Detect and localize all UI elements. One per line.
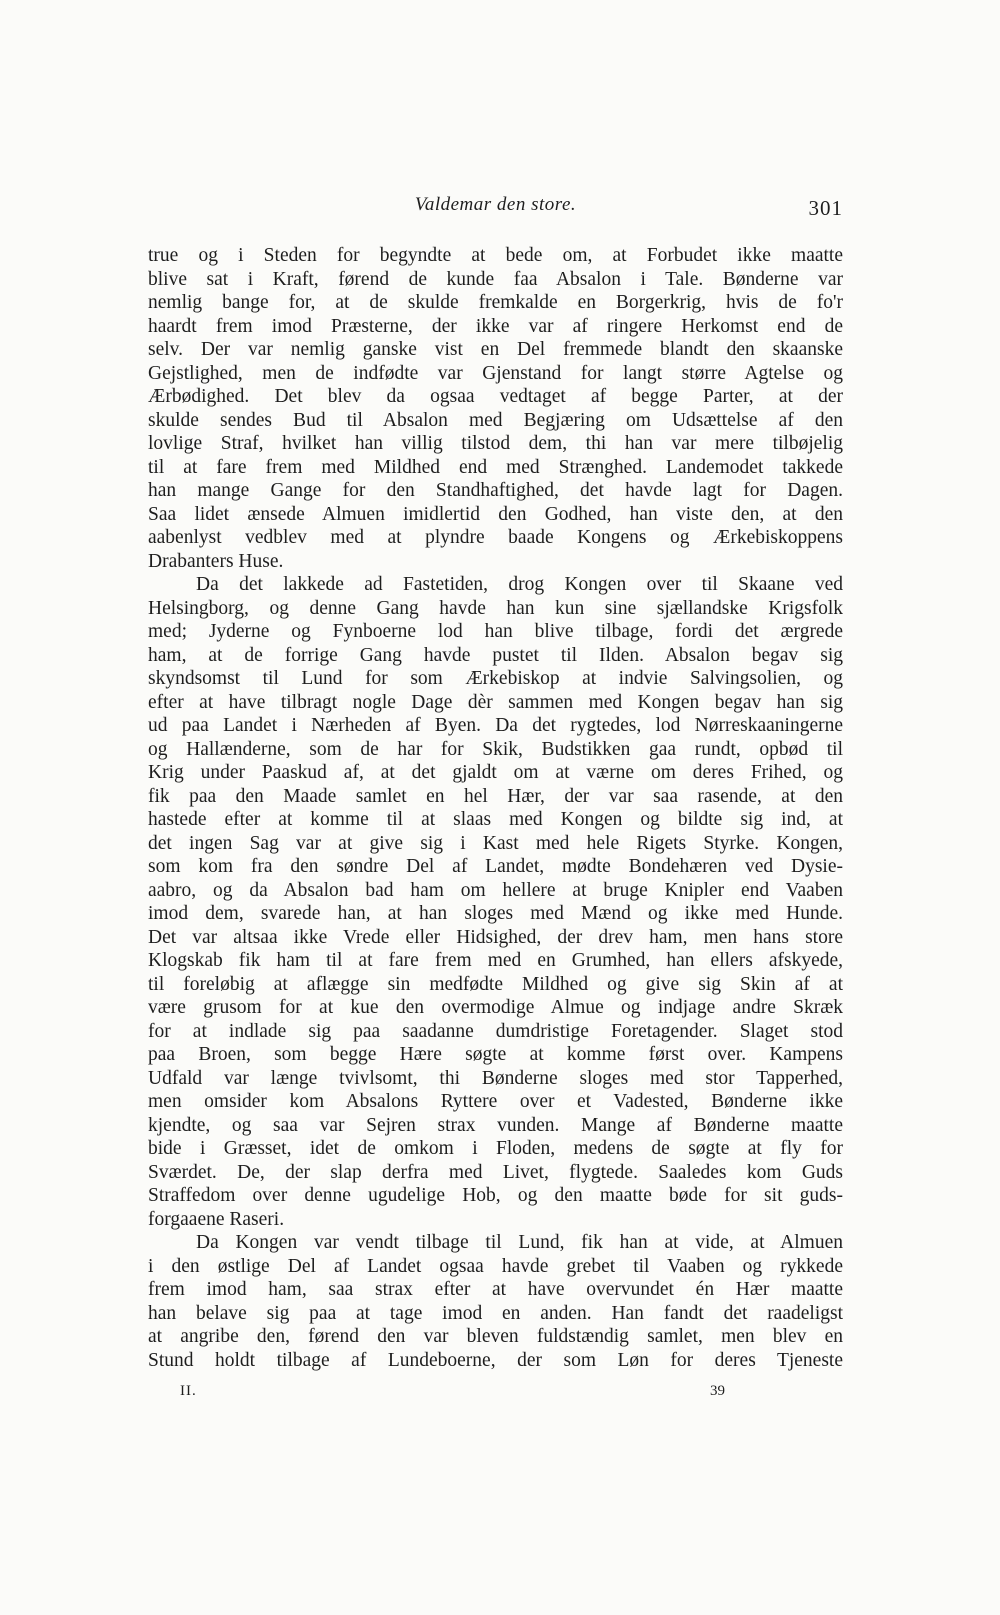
text-line: imod dem, svarede han, at han sloges med Mænd og ikke med Hunde. (148, 903, 843, 924)
text-line: han mange Gange for den Standhaftighed, det havde lagt for Dagen. (148, 480, 843, 501)
text-line: og Hallænderne, som de har for Skik, Budstikken gaa rundt, opbød til (148, 738, 843, 760)
text-line: lovlige Straf, hvilket han villig tilstod dem, thi han var mere tilbøjelig (148, 433, 843, 454)
page-number: 301 (808, 196, 843, 220)
text-line: det ingen Sag var at give sig i Kast med hele Rigets Styrke. Kongen, (148, 832, 843, 854)
text-line: ham, at de forrige Gang havde pustet til Ilden. Absalon begav sig (148, 644, 843, 666)
text-line: nemlig bange for, at de skulde fremkalde en Borgerkrig, hvis de fo'r (148, 292, 843, 313)
page-footer (180, 1383, 725, 1407)
text-line: han belave sig paa at tage imod en anden. Han fandt det raadeligst (148, 1302, 843, 1324)
text-line: Det var altsaa ikke Vrede eller Hidsighed, der drev ham, men hans store (148, 926, 843, 948)
text-line: at angribe den, førend den var bleven fuldstændig samlet, men blev en (148, 1326, 843, 1347)
text-line: skulde sendes Bud til Absalon med Begjæring om Udsættelse af den (148, 409, 843, 431)
text-line: bide i Græsset, idet de omkom i Floden, medens de søgte at fly for (148, 1138, 843, 1159)
text-line: fik paa den Maade samlet en hel Hær, der var saa rasende, at den (148, 785, 843, 807)
text-line: ud paa Landet i Nærheden af Byen. Da det rygtedes, lod Nørreskaaningerne (148, 715, 843, 736)
text-line: Stund holdt tilbage af Lundeboerne, der som Løn for deres Tjeneste (148, 1349, 843, 1371)
text-line: aabro, og da Absalon bad ham om hellere at bruge Knipler end Vaaben (148, 879, 843, 901)
text-line-paragraph-end: Drabanters Huse. (148, 550, 284, 572)
text-line: Krig under Paaskud af, at det gjaldt om at værne om deres Frihed, og (148, 762, 843, 783)
text-line: true og i Steden for begyndte at bede om, at Forbudet ikke maatte (148, 245, 843, 266)
text-line: til at fare frem med Mildhed end med Strænghed. Landemodet takkede (148, 456, 843, 478)
text-line: Udfald var længe tvivlsomt, thi Bønderne sloges med stor Tapperhed, (148, 1067, 843, 1089)
text-line: Straffedom over denne ugudelige Hob, og den maatte bøde for sit guds- (148, 1185, 843, 1206)
text-line: haardt frem imod Præsterne, der ikke var af ringere Herkomst end de (148, 315, 843, 337)
text-line: Gejstlighed, men de indfødte var Gjenstand for langt større Agtelse og (148, 362, 843, 384)
signature-mark: II. (180, 1383, 197, 1399)
text-line: selv. Der var nemlig ganske vist en Del fremmede blandt den skaanske (148, 339, 843, 360)
text-line: hastede efter at komme til at slaas med Kongen og bildte sig ind, at (148, 809, 843, 830)
text-line: som kom fra den søndre Del af Landet, mødte Bondehæren ved Dysie- (148, 856, 843, 877)
text-line-paragraph-start: Da Kongen var vendt tilbage til Lund, fik han at vide, at Almuen (196, 1232, 843, 1253)
text-line: frem imod ham, saa strax efter at have overvundet én Hær maatte (148, 1279, 843, 1300)
text-line-paragraph-end: forgaaene Raseri. (148, 1208, 285, 1230)
text-line: for at indlade sig paa saadanne dumdristige Foretagender. Slaget stod (148, 1020, 843, 1042)
text-line: i den østlige Del af Landet ogsaa havde grebet til Vaaben og rykkede (148, 1255, 843, 1277)
text-line: være grusom for at kue den overmodige Almue og indjage andre Skræk (148, 997, 843, 1018)
text-line-paragraph-start: Da det lakkede ad Fastetiden, drog Kongen over til Skaane ved (196, 574, 843, 595)
text-line: Ærbødighed. Det blev da ogsaa vedtaget af begge Parter, at der (148, 386, 843, 407)
text-line: kjendte, og saa var Sejren strax vunden. Mange af Bønderne maatte (148, 1114, 843, 1136)
sheet-number: 39 (710, 1383, 725, 1399)
text-line: blive sat i Kraft, førend de kunde faa Absalon i Tale. Bønderne var (148, 268, 843, 290)
text-line: med; Jyderne og Fynboerne lod han blive tilbage, fordi det ærgrede (148, 621, 843, 642)
running-head (148, 194, 843, 224)
text-line: efter at have tilbragt nogle Dage dèr sammen med Kongen begav han sig (148, 691, 843, 713)
text-line: Klogskab fik ham til at fare frem med en Grumhed, han ellers afskyede, (148, 950, 843, 971)
text-line: Sværdet. De, der slap derfra med Livet, flygtede. Saaledes kom Guds (148, 1161, 843, 1183)
body-text (148, 244, 843, 1372)
text-line: Helsingborg, og denne Gang havde han kun sine sjællandske Krigsfolk (148, 597, 843, 619)
running-title: Valdemar den store. (414, 194, 577, 215)
text-line: til foreløbig at aflægge sin medfødte Mildhed og give sig Skin af at (148, 973, 843, 995)
text-line: aabenlyst vedblev med at plyndre baade Kongens og Ærkebiskoppens (148, 527, 843, 548)
text-line: Saa lidet ænsede Almuen imidlertid den Godhed, han viste den, at den (148, 503, 843, 525)
text-line: paa Broen, som begge Hære søgte at komme først over. Kampens (148, 1044, 843, 1065)
text-line: skyndsomst til Lund for som Ærkebiskop at indvie Salvingsolien, og (148, 668, 843, 689)
text-line: men omsider kom Absalons Ryttere over et Vadested, Bønderne ikke (148, 1091, 843, 1112)
